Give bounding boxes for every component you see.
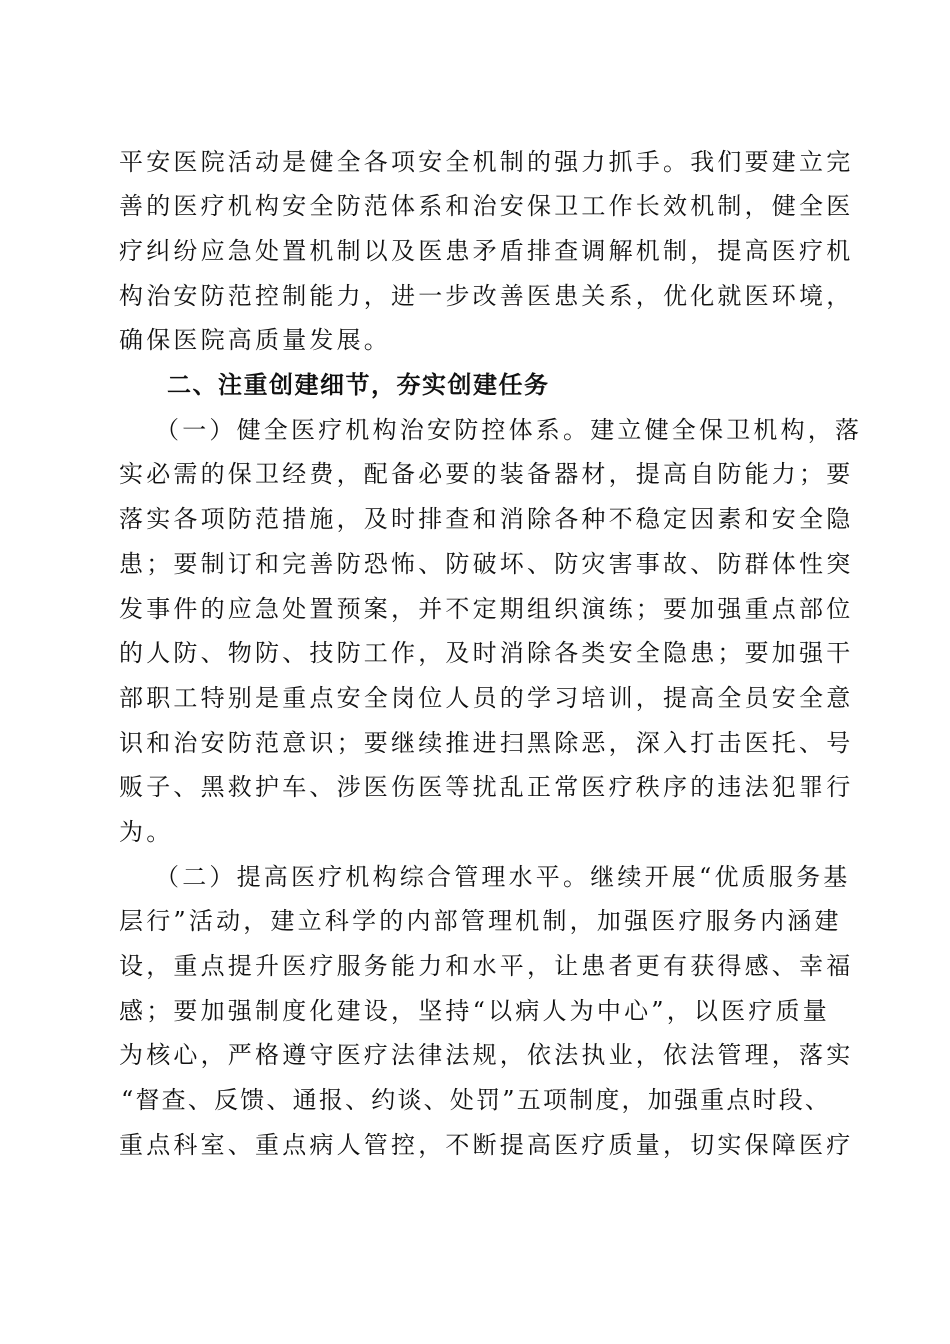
paragraph-3-line-2: 实必需的保卫经费，配备必要的装备器材，提高自防能力；要: [119, 460, 854, 488]
paragraph-3-line-10: 为。: [119, 818, 174, 846]
paragraph-4-line-2: 层行”活动，建立科学的内部管理机制，加强医疗服务内涵建: [119, 907, 842, 935]
paragraph-1-line-2: 善的医疗机构安全防范体系和治安保卫工作长效机制，健全医: [119, 192, 854, 220]
paragraph-4-line-5: 为核心，严格遵守医疗法律法规，依法执业，依法管理，落实: [119, 1041, 854, 1069]
paragraph-3-line-1: （一）健全医疗机构治安防控体系。建立健全保卫机构，落: [155, 416, 863, 444]
paragraph-4-line-4: 感；要加强制度化建设，坚持“以病人为中心”，以医疗质量: [119, 997, 830, 1025]
paragraph-4-line-7: 重点科室、重点病人管控，不断提高医疗质量，切实保障医疗: [119, 1131, 854, 1159]
paragraph-3-line-6: 的人防、物防、技防工作，及时消除各类安全隐患；要加强干: [119, 639, 854, 667]
paragraph-3-line-4: 患；要制订和完善防恐怖、防破坏、防灾害事故、防群体性突: [119, 550, 854, 578]
paragraph-3-line-7: 部职工特别是重点安全岗位人员的学习培训，提高全员安全意: [119, 684, 854, 712]
paragraph-3-line-5: 发事件的应急处置预案，并不定期组织演练；要加强重点部位: [119, 595, 854, 623]
paragraph-4-line-6: “督查、反馈、通报、约谈、处罚”五项制度，加强重点时段、: [121, 1086, 832, 1114]
paragraph-1-line-1: 平安医院活动是健全各项安全机制的强力抓手。我们要建立完: [119, 148, 854, 176]
paragraph-4-line-3: 设，重点提升医疗服务能力和水平，让患者更有获得感、幸福: [119, 952, 854, 980]
paragraph-1-line-4: 构治安防范控制能力，进一步改善医患关系，优化就医环境，: [119, 282, 854, 310]
paragraph-4-line-1: （二）提高医疗机构综合管理水平。继续开展“优质服务基: [155, 863, 851, 891]
paragraph-1-line-5: 确保医院高质量发展。: [119, 326, 391, 354]
paragraph-3-line-8: 识和治安防范意识；要继续推进扫黑除恶，深入打击医托、号: [119, 729, 854, 757]
paragraph-3-line-9: 贩子、黑救护车、涉医伤医等扰乱正常医疗秩序的违法犯罪行: [119, 773, 854, 801]
section-heading: 二、注重创建细节，夯实创建任务: [167, 371, 550, 399]
paragraph-3-line-3: 落实各项防范措施，及时排查和消除各种不稳定因素和安全隐: [119, 505, 854, 533]
paragraph-1-line-3: 疗纠纷应急处置机制以及医患矛盾排查调解机制，提高医疗机: [119, 237, 854, 265]
